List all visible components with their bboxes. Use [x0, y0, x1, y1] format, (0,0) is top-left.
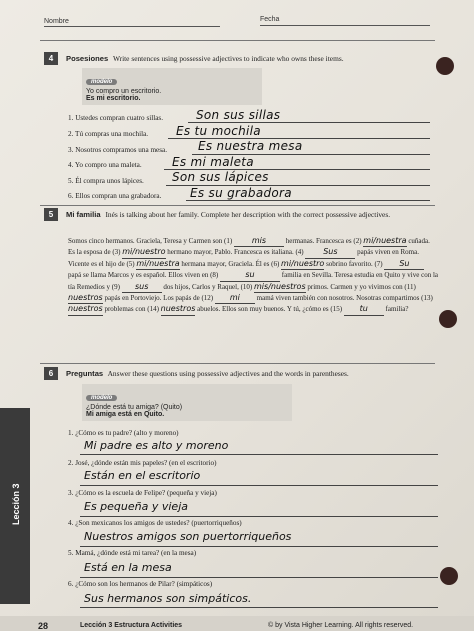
- footer-copyright: © by Vista Higher Learning. All rights reserved.: [268, 622, 414, 629]
- section-4-instructions: Write sentences using possessive adjectives to indicate who owns these items.: [112, 54, 344, 63]
- s4-answer-2: Es tu mochila: [176, 124, 261, 138]
- para-text-14: problemas con (14): [104, 305, 159, 314]
- s6-answer-6: Sus hermanos son simpáticos.: [84, 592, 252, 605]
- section-5-heading: [66, 210, 426, 219]
- model-tag: modelo: [86, 395, 117, 401]
- s6-answer-line-5: [80, 577, 438, 578]
- answer-14: nuestros: [160, 304, 196, 314]
- para-text-4: hermano mayor, Pablo. Francesca es italiana. (4): [167, 248, 304, 257]
- s6-answer-line-3: [80, 516, 438, 517]
- s6-question-2: 2. José, ¿dónde están mis papeles? (en el escritorio): [68, 459, 217, 467]
- blank-1: [234, 236, 284, 247]
- page-number: 28: [38, 621, 49, 631]
- s4-item-4: 4. Yo compro una maleta.: [68, 161, 142, 169]
- model-tag: modelo: [86, 79, 117, 85]
- blank-15: [344, 304, 384, 315]
- answer-15: tu: [359, 304, 368, 314]
- blank-11: [68, 293, 103, 304]
- section-5-title: Mi familia: [66, 210, 101, 219]
- para-text-16: familia?: [385, 305, 409, 314]
- s6-question-1: 1. ¿Cómo es tu padre? (alto y moreno): [68, 429, 179, 437]
- answer-3: mi/nuestro: [122, 247, 166, 257]
- blank-5: [136, 259, 179, 270]
- s6-answer-2: Están en el escritorio: [84, 469, 201, 482]
- s4-item-1: 1. Ustedes compran cuatro sillas.: [68, 114, 164, 122]
- model-question: Yo compro un escritorio.: [86, 88, 162, 95]
- s6-answer-line-6: [80, 607, 438, 608]
- s4-answer-4: Es mi maleta: [172, 155, 254, 169]
- model-question: ¿Dónde está tu amiga? (Quito): [86, 404, 183, 411]
- s4-answer-5: Son sus lápices: [172, 170, 269, 184]
- blank-4: [305, 247, 355, 258]
- binder-hole-middle: [439, 310, 457, 328]
- answer-13: nuestros: [68, 304, 103, 314]
- answer-7: Su: [399, 258, 410, 268]
- answer-5: mi/nuestra: [136, 258, 180, 268]
- s4-item-2: 2. Tú compras una mochila.: [68, 130, 149, 138]
- s6-answer-1: Mi padre es alto y moreno: [84, 439, 229, 452]
- blank-10: [254, 282, 306, 293]
- para-text-1: Somos cinco hermanos. Graciela, Teresa y Carmen son (1): [68, 237, 233, 245]
- blank-14: [161, 304, 196, 315]
- s4-answer-6: Es su grabadora: [190, 186, 292, 200]
- answer-6: mi/nuestro: [281, 258, 325, 268]
- para-text-8: papá se llama Marcos y es español. Ellos viven en (8): [68, 271, 219, 280]
- section-6-instructions: Answer these questions using possessive adjectives and the words in parentheses.: [107, 369, 349, 378]
- section-5-rule: [40, 205, 435, 206]
- s4-item-3: 3. Nosotros compramos una mesa.: [68, 146, 168, 154]
- section-5-number: 5: [44, 208, 58, 221]
- answer-2: mi/nuestra: [363, 236, 407, 245]
- section-4-heading: [66, 54, 426, 63]
- binder-hole-top: [436, 57, 454, 75]
- blank-9: [122, 282, 162, 293]
- section-5-paragraph: [68, 236, 438, 316]
- para-text-9: familia en Sevilla. Teresa estudia en Quito y vive con la tía Remedios y (9): [68, 271, 439, 291]
- blank-13: [68, 304, 103, 315]
- footer-lesson: Lección 3 Estructura Activities: [80, 622, 183, 629]
- para-text-7: sobrino favorito. (7): [326, 259, 383, 268]
- para-text-13: mamá viven también con nosotros. Nosotras compartimos (13): [256, 294, 433, 303]
- para-text-11: primos. Carmen y yo vivimos con (11): [307, 282, 416, 291]
- blank-7: [384, 259, 424, 270]
- para-text-12: papás en Portoviejo. Los papás de (12): [104, 294, 214, 303]
- s4-answer-3: Es nuestra mesa: [198, 139, 303, 153]
- section-5-instructions: Inés is talking about her family. Complete her description with the correct possessive adjectives.: [105, 210, 391, 219]
- answer-9: sus: [134, 281, 149, 291]
- s6-answer-line-1: [80, 454, 438, 455]
- section-6-model: [82, 384, 292, 421]
- blank-6: [281, 259, 324, 270]
- blank-3: [122, 247, 165, 258]
- s6-answer-4: Nuestros amigos son puertorriqueños: [84, 530, 292, 543]
- blank-12: [215, 293, 255, 304]
- blank-8: [220, 270, 280, 281]
- s6-answer-line-4: [80, 546, 438, 547]
- date-label: Fecha: [260, 16, 280, 23]
- para-text-6: hermana mayor, Graciela. Él es (6): [181, 259, 280, 268]
- blank-2: [363, 236, 406, 247]
- name-label: Nombre: [44, 18, 69, 25]
- s4-answer-line-6: [186, 200, 430, 201]
- s6-question-6: 6. ¿Cómo son los hermanos de Pilar? (simpáticos): [68, 580, 213, 588]
- section-4-number: 4: [44, 52, 58, 65]
- lesson-side-label: Lección 3: [11, 483, 21, 525]
- section-6-rule: [40, 363, 435, 364]
- top-rule: [40, 40, 435, 41]
- answer-4: Sus: [323, 247, 338, 257]
- answer-10: mis/nuestros: [254, 281, 306, 291]
- s4-answer-1: Son sus sillas: [196, 108, 281, 122]
- s6-question-3: 3. ¿Cómo es la escuela de Felipe? (pequeña y vieja): [68, 489, 217, 497]
- binder-hole-bottom: [440, 567, 458, 585]
- date-line: [260, 25, 430, 26]
- s6-answer-3: Es pequeña y vieja: [84, 500, 188, 513]
- para-text-2: hermanas. Francesca es (2): [285, 237, 362, 245]
- para-text-5: papás viven en Roma. Vicente es el hijo de (5): [68, 248, 419, 268]
- s6-answer-line-2: [80, 485, 438, 486]
- answer-8: su: [245, 270, 255, 280]
- para-text-10: dos hijos, Carlos y Raquel, (10): [163, 282, 253, 291]
- s4-item-6: 6. Ellos compran una grabadora.: [68, 192, 162, 200]
- answer-11: nuestros: [68, 293, 103, 303]
- answer-12: mi: [229, 293, 240, 303]
- para-text-15: abuelos. Ellos son muy buenos. Y tú, ¿cómo es (15): [197, 305, 343, 314]
- section-6-heading: [66, 369, 426, 378]
- name-line: [44, 26, 220, 27]
- answer-1: mis: [251, 236, 267, 245]
- section-4-model: [82, 68, 262, 105]
- model-answer: Es mi escritorio.: [86, 95, 141, 102]
- s4-answer-line-1: [188, 122, 430, 123]
- s6-question-5: 5. Mamá, ¿dónde está mi tarea? (en la mesa): [68, 549, 197, 557]
- s6-question-4: 4. ¿Son mexicanos los amigos de ustedes? (puertorriqueños): [68, 519, 242, 527]
- s4-item-5: 5. Él compra unos lápices.: [68, 177, 144, 185]
- section-6-title: Preguntas: [66, 369, 104, 378]
- para-text-3: cuñada. Es la esposa de (3): [68, 237, 430, 257]
- section-6-number: 6: [44, 367, 58, 380]
- model-answer: Mi amiga está en Quito.: [86, 411, 165, 418]
- s6-answer-5: Está en la mesa: [84, 561, 172, 574]
- section-4-title: Posesiones: [66, 54, 109, 63]
